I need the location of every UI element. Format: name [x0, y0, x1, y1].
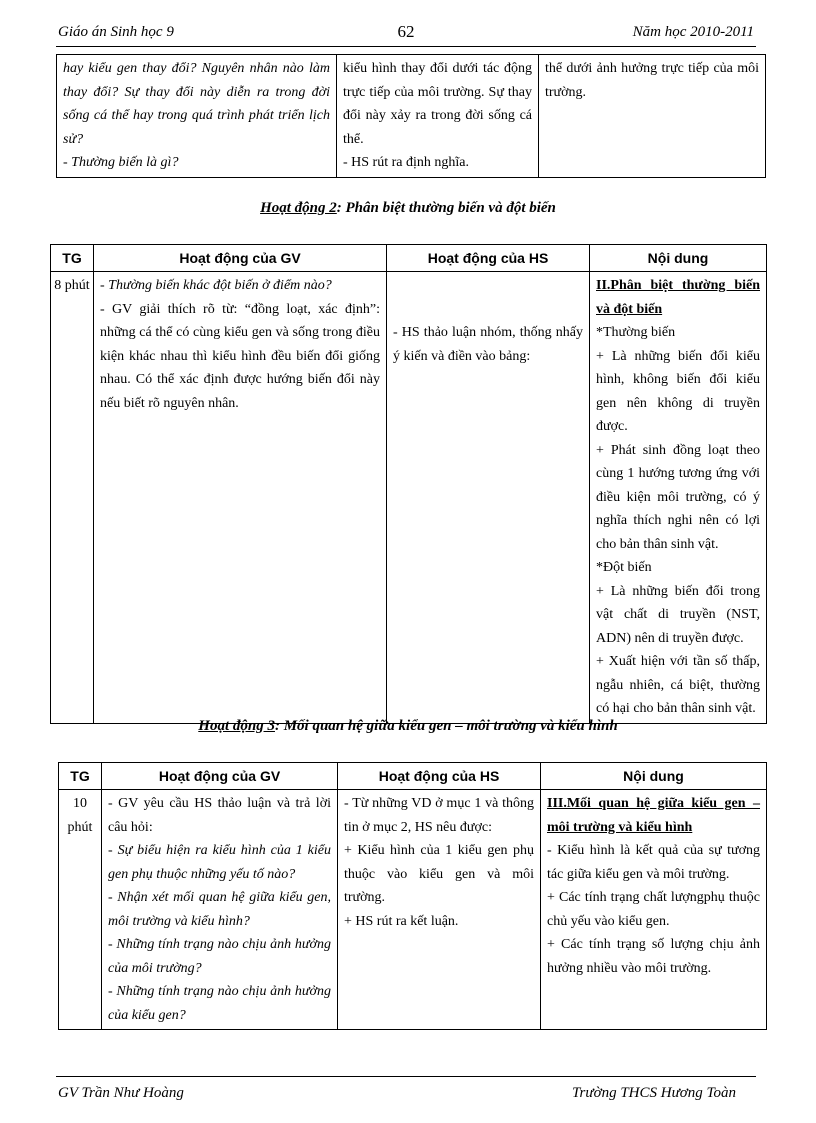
- content-line: + Các tính trạng chất lượngphụ thuộc chủ yếu vào kiểu gen.: [547, 890, 760, 929]
- gv-intro: - GV yêu cầu HS thảo luận và trả lời câu hỏi:: [108, 796, 331, 835]
- hs-answer: + Kiểu hình của 1 kiểu gen phụ thuộc vào kiểu gen và môi trường.: [344, 843, 534, 905]
- gv-question: - Những tính trạng nào chịu ảnh hưởng của môi trường?: [108, 937, 331, 976]
- gv-question: hay kiểu gen thay đổi? Nguyên nhân nào làm thay đổi? Sự thay đổi này diễn ra trong đời sống cá thể hay trong quá trình phát triển lịch sử?: [63, 61, 330, 147]
- time-cell: 8 phút: [51, 272, 94, 724]
- footer-teacher: GV Trần Như Hoàng: [58, 1085, 184, 1101]
- content-line: + Là những biến đổi kiểu hình, không biến đổi kiểu gen nên không di truyền được.: [596, 348, 760, 434]
- col-header-hs: Hoạt động của HS: [338, 763, 541, 790]
- hs-answer: - HS rút ra định nghĩa.: [343, 155, 469, 170]
- table-header-row: [51, 245, 767, 272]
- col-header-content: Nội dung: [541, 763, 767, 790]
- footer-school: Trường THCS Hương Toàn: [572, 1085, 736, 1101]
- content-line: + Là những biến đổi trong vật chất di truyền (NST, ADN) nên di truyền được.: [596, 583, 760, 646]
- table-header-row: [59, 763, 767, 790]
- header-school-year: Năm học 2010-2011: [632, 24, 754, 40]
- hs-answer: - Từ những VD ở mục 1 và thông tin ở mục 2, HS nêu được:: [344, 796, 534, 835]
- lesson-table-3: [58, 762, 767, 1030]
- hs-answer: kiểu hình thay đổi dưới tác động trực tiếp của môi trường. Sự thay đổi này xảy ra trong đời sống cá thể.: [343, 61, 532, 147]
- page-footer: [56, 1076, 756, 1101]
- time-cell: 10 phút: [59, 790, 102, 1030]
- gv-question: - Thường biến khác đột biến ở điểm nào?: [100, 278, 332, 293]
- section-title: : Mối quan hệ giữa kiểu gen – môi trường và kiểu hình: [274, 718, 618, 734]
- section-heading-3: [0, 718, 816, 735]
- gv-question: - Nhận xét mối quan hệ giữa kiểu gen, môi trường và kiểu hình?: [108, 890, 331, 929]
- section-heading-2: [0, 200, 816, 217]
- table-row: [59, 790, 767, 1030]
- hs-activity-cell: [338, 790, 541, 1030]
- section-prefix: Hoạt động 2: [260, 200, 337, 216]
- content-text: thể dưới ảnh hưởng trực tiếp của môi trường.: [545, 61, 759, 100]
- content-line: *Đột biến: [596, 560, 652, 575]
- col-header-hs: Hoạt động của HS: [387, 245, 590, 272]
- gv-question: - Sự biểu hiện ra kiểu hình của 1 kiểu gen phụ thuộc những yếu tố nào?: [108, 843, 331, 882]
- content-line: + Phát sinh đồng loạt theo cùng 1 hướng tương ứng với điều kiện môi trường, có ý nghĩa thích nghi nên có lợi cho bản thân sinh vật.: [596, 442, 760, 552]
- gv-activity-cell: [94, 272, 387, 724]
- page-header: [56, 22, 756, 47]
- content-line: *Thường biến: [596, 325, 676, 340]
- header-subject: Giáo án Sinh học 9: [58, 24, 174, 40]
- hs-answer: - HS thảo luận nhóm, thống nhấy ý kiến và điền vào bảng:: [393, 325, 583, 364]
- content-line: - Kiểu hình là kết quả của sự tương tác giữa kiểu gen và môi trường.: [547, 843, 760, 882]
- page-number: 62: [397, 22, 415, 41]
- content-cell: [590, 272, 767, 724]
- content-title: II.Phân biệt thường biến và đột biến: [596, 278, 760, 317]
- section-prefix: Hoạt động 3: [198, 718, 275, 734]
- content-line: + Các tính trạng số lượng chịu ảnh hưởng nhiều vào môi trường.: [547, 937, 760, 976]
- hs-activity-cell: [337, 55, 539, 178]
- table-row: [57, 55, 766, 178]
- gv-activity-cell: [57, 55, 337, 178]
- section-title: : Phân biệt thường biến và đột biến: [336, 200, 556, 216]
- lesson-table-continued: [56, 54, 766, 178]
- gv-question: - Thường biến là gì?: [63, 155, 179, 170]
- col-header-tg: TG: [51, 245, 94, 272]
- content-cell: [539, 55, 766, 178]
- content-title: III.Mối quan hệ giữa kiểu gen – môi trường và kiểu hình: [547, 796, 760, 835]
- hs-activity-cell: [387, 272, 590, 724]
- gv-question: - Những tính trạng nào chịu ảnh hưởng của kiểu gen?: [108, 984, 331, 1023]
- lesson-table-2: [50, 244, 767, 724]
- table-row: [51, 272, 767, 724]
- hs-answer: + HS rút ra kết luận.: [344, 913, 459, 929]
- gv-explanation: - GV giải thích rõ từ: “đồng loạt, xác định”: những cá thể có cùng kiểu gen và sống trong điều kiện khác nhau thì kiểu hình đều biến đổi giống nhau. Có thể xác định được hướng biến đổi này nếu biết rõ nguyên nhân.: [100, 301, 380, 411]
- col-header-tg: TG: [59, 763, 102, 790]
- content-line: + Xuất hiện với tần số thấp, ngẫu nhiên, cá biệt, thường có hại cho bản thân sinh vật.: [596, 654, 760, 716]
- col-header-gv: Hoạt động của GV: [94, 245, 387, 272]
- content-cell: [541, 790, 767, 1030]
- col-header-content: Nội dung: [590, 245, 767, 272]
- col-header-gv: Hoạt động của GV: [102, 763, 338, 790]
- gv-activity-cell: [102, 790, 338, 1030]
